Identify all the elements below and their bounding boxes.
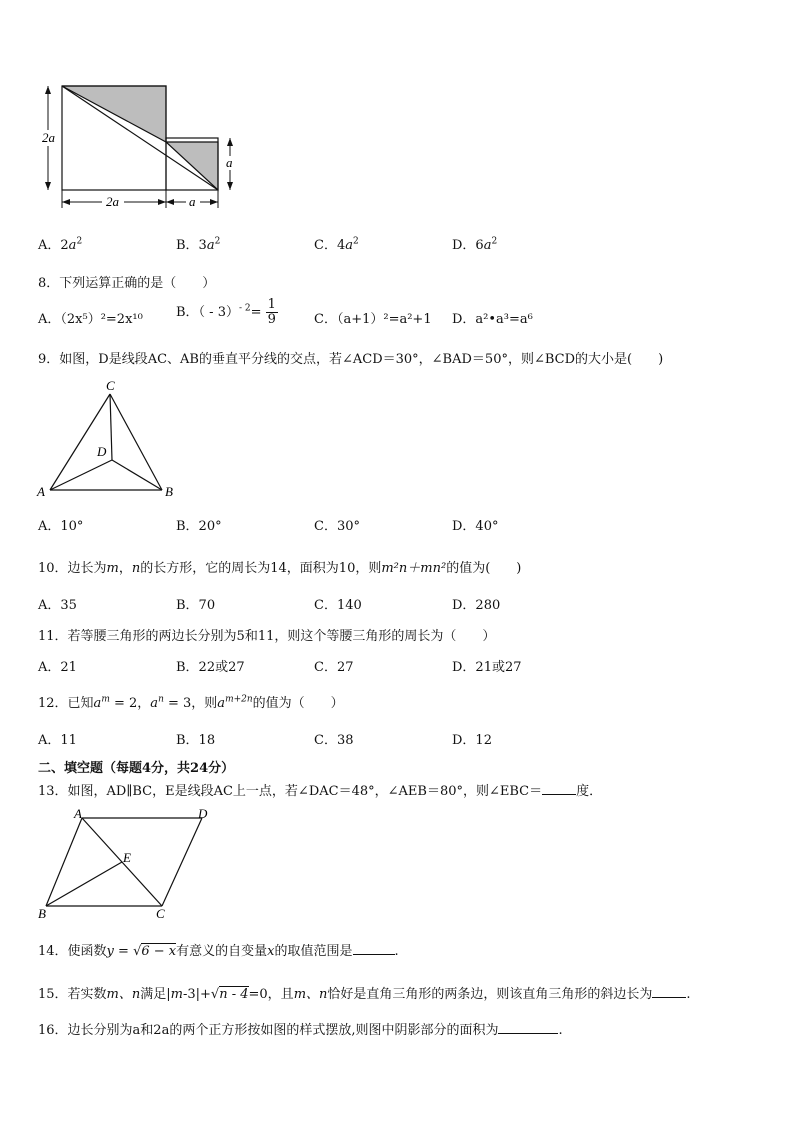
q10-option-b[interactable]: B．70 bbox=[176, 598, 216, 613]
q8-option-a[interactable]: A．（2x⁵）²=2x¹⁰ bbox=[38, 312, 143, 327]
q16-stem: 16．边长分别为a和2a的两个正方形按如图的样式摆放,则图中阴影部分的面积为 . bbox=[38, 1023, 563, 1038]
q9-option-a[interactable]: A．10° bbox=[38, 519, 84, 534]
q10-option-d[interactable]: D．280 bbox=[452, 598, 501, 613]
q11-stem: 11．若等腰三角形的两边长分别为5和11，则这个等腰三角形的周长为（ ） bbox=[38, 629, 496, 644]
q12-option-a[interactable]: A．11 bbox=[38, 733, 77, 748]
label-2a-left: 2a bbox=[42, 130, 55, 145]
q12-option-c[interactable]: C．38 bbox=[314, 733, 354, 748]
q11-option-c[interactable]: C．27 bbox=[314, 660, 354, 675]
q16-answer-blank[interactable] bbox=[498, 1021, 558, 1034]
q13-answer-blank[interactable] bbox=[542, 782, 576, 795]
q14-stem: 14．使函数y = √6 − x有意义的自变量x的取值范围是 . bbox=[38, 944, 399, 959]
q14-answer-blank[interactable] bbox=[353, 942, 395, 955]
q15-answer-blank[interactable] bbox=[652, 985, 686, 998]
q8-option-c[interactable]: C．（a+1）²=a²+1 bbox=[314, 312, 432, 327]
q7-option-d[interactable]: D．$6a^2$ bbox=[452, 236, 498, 253]
label-a-bottom: a bbox=[189, 194, 196, 209]
shaded-region-large bbox=[62, 86, 166, 142]
q7-option-a[interactable]: A．$2a^2$ bbox=[38, 236, 83, 253]
fraction-one-ninth: $\frac{1}{9}$ bbox=[267, 297, 276, 327]
q12-stem: 12．已知$a^m = 2$，$a^n = 3$，则$a^{m+2n}$的值为（ ） bbox=[38, 694, 344, 711]
label-A: A bbox=[74, 806, 82, 821]
label-2a-bottom: 2a bbox=[106, 194, 119, 209]
label-C: C bbox=[106, 378, 115, 393]
label-A: A bbox=[37, 484, 45, 499]
q12-option-d[interactable]: D．12 bbox=[452, 733, 492, 748]
expression-m2n-mn2: m²n＋mn² bbox=[381, 561, 447, 576]
label-D: D bbox=[97, 444, 107, 459]
label-B: B bbox=[165, 484, 173, 499]
shaded-region-small bbox=[166, 142, 218, 190]
q8-stem: 8．下列运算正确的是（ ） bbox=[38, 276, 216, 291]
q12-option-b[interactable]: B．18 bbox=[176, 733, 216, 748]
label-E: E bbox=[123, 850, 131, 865]
section-heading-fill-in: 二、填空题（每题4分，共24分） bbox=[38, 761, 235, 776]
q15-stem: 15．若实数m、n满足|m-3|+√n - 4=0，且m、n恰好是直角三角形的两条边，则该直角三角形的斜边长为 . bbox=[38, 987, 691, 1002]
parallelogram-figure-q13 bbox=[36, 806, 216, 922]
label-D: D bbox=[198, 806, 208, 821]
radicand-n-minus-4: n - 4 bbox=[219, 987, 249, 1002]
q9-option-c[interactable]: C．30° bbox=[314, 519, 360, 534]
q8-option-b[interactable]: B．（ - 3）$^{- 2}$= $\frac{1}{9}$ bbox=[176, 297, 276, 327]
q11-option-b[interactable]: B．22或27 bbox=[176, 660, 245, 675]
q9-option-d[interactable]: D．40° bbox=[452, 519, 499, 534]
label-a-right: a bbox=[226, 155, 233, 170]
q13-stem: 13．如图，AD∥BC，E是线段AC上一点，若∠DAC＝48°，∠AEB＝80°，则∠EBC＝ 度． bbox=[38, 784, 603, 799]
squares-figure bbox=[38, 78, 248, 213]
q7-option-b[interactable]: B．$3a^2$ bbox=[176, 236, 221, 253]
q10-option-a[interactable]: A．35 bbox=[38, 598, 77, 613]
q11-option-a[interactable]: A．21 bbox=[38, 660, 77, 675]
q9-stem: 9．如图，D是线段AC、AB的垂直平分线的交点，若∠ACD＝30°，∠BAD＝50°，则∠BCD的大小是( ) bbox=[38, 352, 664, 367]
triangle-figure-q9 bbox=[34, 376, 184, 501]
q11-option-d[interactable]: D．21或27 bbox=[452, 660, 522, 675]
q7-option-c[interactable]: C．$4a^2$ bbox=[314, 236, 359, 253]
q10-stem: 10．边长为m，n的长方形，它的周长为14，面积为10，则m²n＋mn²的值为( ) bbox=[38, 561, 522, 576]
radicand-6-minus-x: 6 − x bbox=[141, 944, 177, 959]
label-B: B bbox=[38, 906, 46, 921]
q8-option-d[interactable]: D．a²•a³=a⁶ bbox=[452, 312, 533, 327]
label-C: C bbox=[156, 906, 165, 921]
sqrt-sign: √ bbox=[210, 987, 220, 1002]
sqrt-sign: √ bbox=[133, 944, 142, 959]
q9-option-b[interactable]: B．20° bbox=[176, 519, 222, 534]
q10-option-c[interactable]: C．140 bbox=[314, 598, 362, 613]
